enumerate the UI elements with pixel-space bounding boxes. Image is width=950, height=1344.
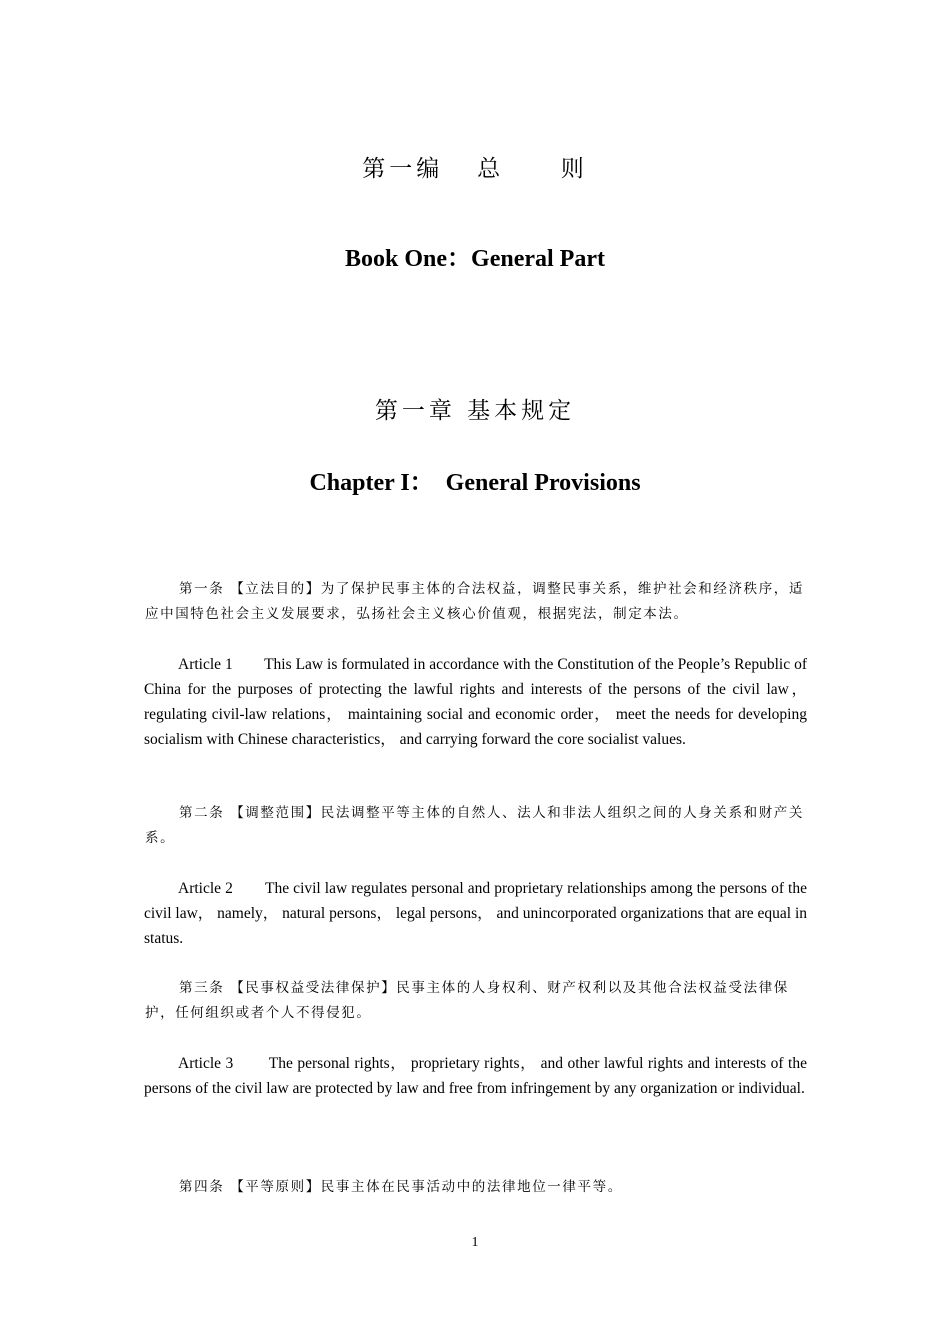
article-2-label: Article 2 <box>178 880 233 897</box>
book-title-zh: 第一编 总 则 <box>362 156 588 182</box>
chapter-title-zh: 第一章 基本规定 <box>374 398 576 424</box>
article-1-text: This Law is formulated in accordance with the Constitution of the People’s Republic of China for the purposes of protecting the lawful rights and interests of the persons of the civil law， regulating civil-law relations， maintaining social and economic order， meet the needs for developing socialism with Chinese characteristics， and carrying forward the core socialist values. <box>144 656 807 748</box>
book-title-en: Book One：General Part <box>345 246 605 272</box>
article-1-zh: 第一条 【立法目的】为了保护民事主体的合法权益，调整民事关系，维护社会和经济秩序，适应中国特色社会主义发展要求，弘扬社会主义核心价值观，根据宪法，制定本法。 <box>145 581 804 622</box>
article-2-text: The civil law regulates personal and proprietary relationships among the persons of the civil law， namely， natural persons， legal persons， and unincorporated organizations that are equal in status. <box>144 880 808 947</box>
chapter-title-en: Chapter I： General Provisions <box>309 470 641 496</box>
article-1-en <box>144 652 807 752</box>
article-3-label: Article 3 <box>178 1055 234 1072</box>
article-3-text: The personal rights， proprietary rights， and other lawful rights and interests of the persons of the civil law are protected by law and free from infringement by any organization or individual. <box>144 1055 807 1097</box>
article-3-en <box>144 1051 807 1101</box>
page-number: 1 <box>471 1235 479 1250</box>
article-4-zh: 第四条 【平等原则】民事主体在民事活动中的法律地位一律平等。 <box>179 1179 623 1195</box>
article-2-zh: 第二条 【调整范围】民法调整平等主体的自然人、法人和非法人组织之间的人身关系和财产关系。 <box>145 805 804 846</box>
article-1-label: Article 1 <box>178 656 233 673</box>
article-2-en <box>144 876 807 951</box>
article-3-zh: 第三条 【民事权益受法律保护】民事主体的人身权利、财产权利以及其他合法权益受法律保护，任何组织或者个人不得侵犯。 <box>145 980 789 1021</box>
